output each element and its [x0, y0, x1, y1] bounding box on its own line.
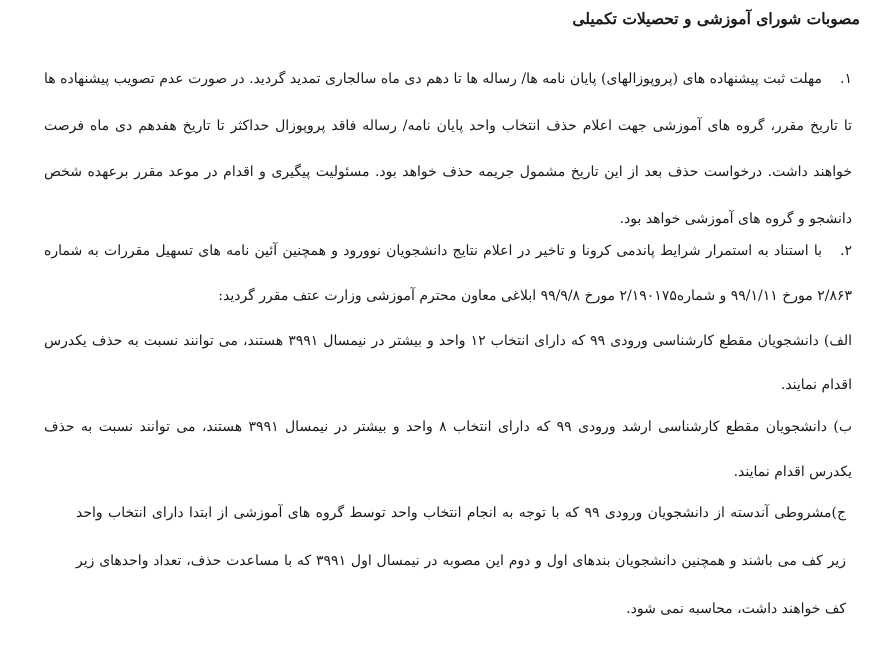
item-number: ۱. [840, 71, 852, 87]
sub-item-jim: ج)مشروطی آندسته از دانشجویان ورودی ۹۹ که با توجه به انجام انتخاب واحد توسط گروه های آموزشی از ابتدا دارای انتخاب واحد زیر کف می باشند و همچنین دانشجویان بندهای اول و دوم این مصوبه در نیمسال اول ۳۹۹۱ که با مساعدت حذف، تعداد واحدهای زیر کف خواهند داشت، محاسبه نمی شود. [76, 505, 846, 617]
document-title: مصوبات شورای آموزشی و تحصیلات تکمیلی [572, 9, 860, 28]
resolution-item-1 [44, 56, 852, 242]
item-text: مهلت ثبت پیشنهاده های (پروپوزالهای) پایان نامه ها/ رساله ها تا دهم دی ماه سالجاری تمدید گردید. در صورت عدم تصویب پیشنهاده ها تا تاریخ مقرر، گروه های آموزشی جهت اعلام حذف انتخاب واحد پایان نامه/ رساله فاقد پروپوزال حداکثر تا تاریخ هفدهم دی ماه فرصت خواهند داشت. درخواست حذف بعد از این تاریخ مشمول جریمه حذف خواهد بود. مسئولیت پیگیری و اقدام در موعد مقرر برعهده شخص دانشجو و گروه های آموزشی خواهد بود. [44, 71, 852, 227]
sub-item-be: ب) دانشجویان مقطع کارشناسی ارشد ورودی ۹۹ که دارای انتخاب ۸ واحد و بیشتر در نیمسال ۳۹۹۱ هستند، می توانند نسبت به حذف یکدرس اقدام نمایند. [44, 419, 852, 480]
sub-item-alef: الف) دانشجویان مقطع کارشناسی ورودی ۹۹ که دارای انتخاب ۱۲ واحد و بیشتر در نیمسال ۳۹۹۱ هستند، می توانند نسبت به حذف یکدرس اقدام نمایند. [44, 333, 853, 393]
resolution-item-2 [44, 229, 852, 319]
item-text: با استناد به استمرار شرایط پاندمی کرونا و تاخیر در اعلام نتایج دانشجویان نوورود و همچنین آئین نامه های تسهیل مقررات به شماره ۲/۸۶۳ مورخ ۹۹/۱/۱۱ و شماره۲/۱۹۰۱۷۵ مورخ ۹۹/۹/۸ ابلاغی معاون محترم آموزشی وزارت عتف مقرر گردید: [44, 243, 852, 304]
item-number: ۲. [840, 243, 852, 259]
